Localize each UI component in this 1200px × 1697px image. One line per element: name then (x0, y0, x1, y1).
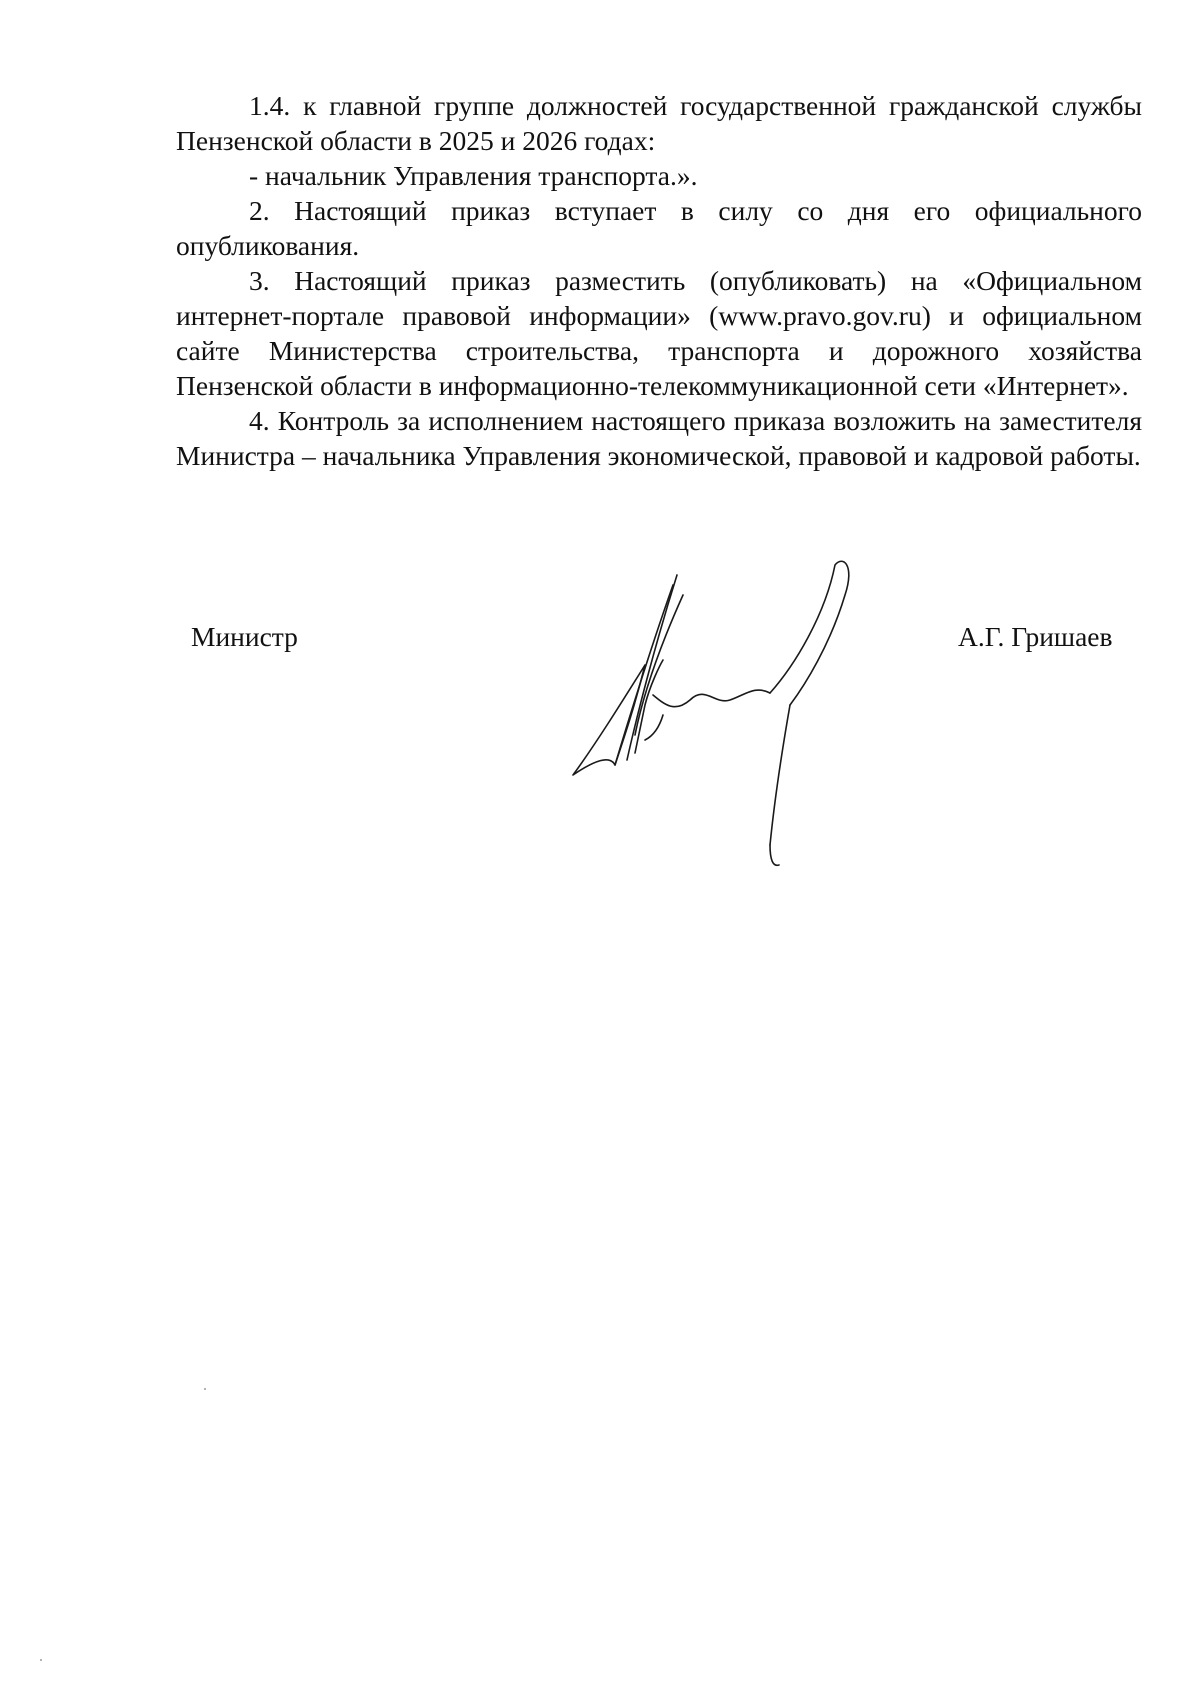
paragraph-1-4: 1.4. к главной группе должностей государственной гражданской службы Пензенской области в 2025 и 2026 годах: (176, 90, 1142, 156)
signatory-title: Министр (191, 621, 298, 652)
paragraph-4: 4. Контроль за исполнением настоящего приказа возложить на заместителя Министра – начальника Управления экономической, правовой и кадровой работы. (176, 405, 1142, 471)
document-body (176, 88, 1142, 473)
scan-speck (204, 1388, 206, 1390)
paragraph-2: 2. Настоящий приказ вступает в силу со дня его официального опубликования. (176, 195, 1142, 261)
paragraph-3: 3. Настоящий приказ разместить (опубликовать) на «Официальном интернет-портале правовой информации» (www.pravo.gov.ru) и официальном сайте Министерства строительства, транспорта и дорожного хозяйства Пензенской области в информационно-телекоммуникационной сети «Интернет». (176, 265, 1142, 401)
paragraph-list-item: - начальник Управления транспорта.». (249, 160, 698, 191)
handwritten-signature (565, 555, 905, 875)
signatory-name: А.Г. Гришаев (958, 621, 1113, 652)
scan-speck (40, 1659, 42, 1661)
